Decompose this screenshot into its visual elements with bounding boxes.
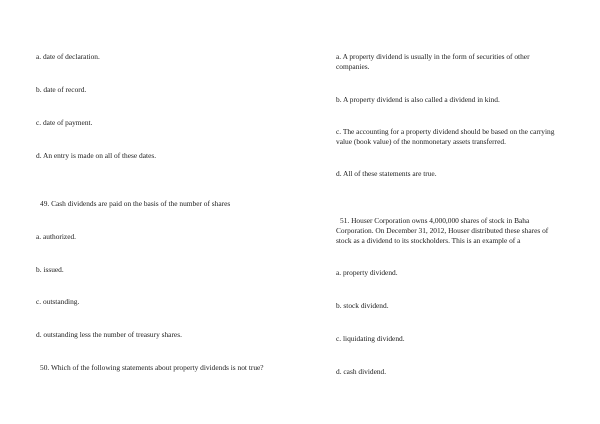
q49-question: 49. Cash dividends are paid on the basis of the number of shares [40, 199, 231, 208]
q48-option-b: b. date of record. [36, 85, 87, 94]
q48-option-d: d. An entry is made on all of these dates. [36, 151, 157, 160]
q50-question: 50. Which of the following statements about property dividends is not true? [40, 363, 264, 372]
q48-option-c: c. date of payment. [36, 118, 93, 127]
q50-option-b: b. A property dividend is also called a dividend in kind. [336, 95, 500, 104]
q49-option-b: b. issued. [36, 265, 64, 274]
q50-option-a: a. A property dividend is usually in the form of securities of other companies. [336, 52, 530, 71]
q49-option-a: a. authorized. [36, 232, 77, 241]
q51-option-c: c. liquidating dividend. [336, 334, 405, 343]
q49-option-c: c. outstanding. [36, 297, 80, 306]
q51-option-d: d. cash dividend. [336, 367, 387, 376]
q49-option-d: d. outstanding less the number of treasury shares. [36, 330, 182, 339]
q51-option-a: a. property dividend. [336, 268, 398, 277]
q50-option-c: c. The accounting for a property dividend should be based on the carrying value (book value) of the nonmonetary assets transferred. [336, 127, 555, 146]
q51-option-b: b. stock dividend. [336, 301, 389, 310]
q48-option-a: a. date of declaration. [36, 52, 100, 61]
q50-option-d: d. All of these statements are true. [336, 169, 437, 178]
q51-question: 51. Houser Corporation owns 4,000,000 shares of stock in Baha Corporation. On December 31, 2012, Houser distributed these shares of stock as a dividend to its stockholders. This is an example of a [336, 216, 549, 245]
